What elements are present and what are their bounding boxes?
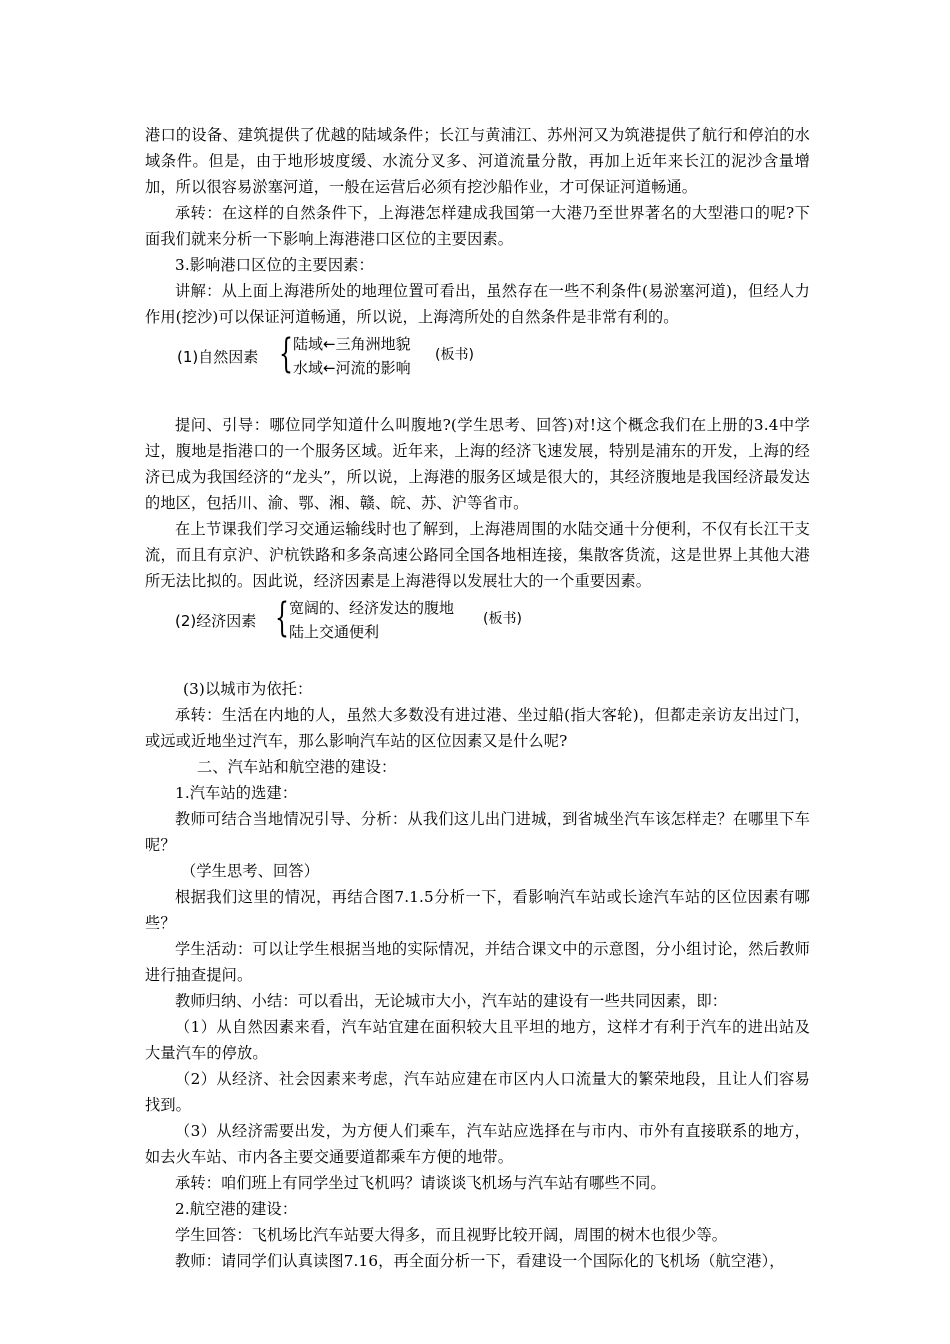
document-body (145, 122, 810, 1274)
blackboard-note-economic (145, 597, 810, 643)
brace-icon: { (279, 331, 293, 377)
section-heading: 1.汽车站的选建： (175, 784, 298, 802)
board-label: (2)经济因素 (175, 612, 257, 630)
blackboard-note-natural (145, 333, 810, 379)
paragraph: （1）从自然因素来看，汽车站宜建在面积较大且平坦的地方，这样才有利于汽车的进出站及大量汽车的停放。 (145, 1018, 810, 1062)
board-label: (1)自然因素 (177, 348, 259, 366)
paragraph: 讲解：从上面上海港所处的地理位置可看出，虽然存在一些不利条件(易淤塞河道)，但经人力作用(挖沙)可以保证河道畅通，所以说，上海湾所处的自然条件是非常有利的。 (145, 282, 810, 326)
paragraph: 教师归纳、小结：可以看出，无论城市大小，汽车站的建设有一些共同因素，即： (175, 992, 728, 1010)
paragraph: 提问、引导：哪位同学知道什么叫腹地?(学生思考、回答)对!这个概念我们在上册的3.4中学过，腹地是指港口的一个服务区域。近年来，上海的经济飞速发展，特别是浦东的开发，上海的经济已成为我国经济的“龙头”，所以说，上海港的服务区域是很大的，其经济腹地是我国经济最发达的地区，包括川、渝、鄂、湘、赣、皖、苏、沪等省市。 (145, 416, 810, 512)
paragraph: 教师可结合当地情况引导、分析：从我们这儿出门进城，到省城坐汽车该怎样走？在哪里下车呢？ (145, 810, 810, 854)
paragraph: 承转：生活在内地的人，虽然大多数没有进过港、坐过船(指大客轮)，但都走亲访友出过门，或远或近地坐过汽车，那么影响汽车站的区位因素又是什么呢? (145, 706, 810, 750)
brace-icon: { (275, 595, 289, 641)
section-heading: 2.航空港的建设： (175, 1200, 298, 1218)
board-row: 陆上交通便利 (289, 623, 380, 641)
section-heading: (3)以城市为依托： (183, 680, 313, 698)
paragraph: 学生回答：飞机场比汽车站要大得多，而且视野比较开阔，周围的树木也很少等。 (175, 1226, 728, 1244)
paragraph: 港口的设备、建筑提供了优越的陆域条件；长江与黄浦江、苏州河又为筑港提供了航行和停泊的水域条件。但是，由于地形坡度缓、水流分叉多、河道流量分散，再加上近年来长江的泥沙含量增加，所以很容易淤塞河道，一般在运营后必须有挖沙船作业，才可保证河道畅通。 (145, 126, 810, 196)
section-heading: 二、汽车站和航空港的建设： (197, 758, 397, 776)
paragraph: 教师：请同学们认真读图7.16，再全面分析一下，看建设一个国际化的飞机场（航空港）， (175, 1252, 785, 1270)
paragraph: 学生活动：可以让学生根据当地的实际情况，并结合课文中的示意图，分小组讨论，然后教师进行抽查提问。 (145, 940, 810, 984)
board-row: 陆域←三角洲地貌 (293, 335, 411, 353)
section-heading: 3.影响港口区位的主要因素： (175, 256, 374, 274)
board-note: (板书) (483, 611, 522, 627)
paragraph: 承转：咱们班上有同学坐过飞机吗？请谈谈飞机场与汽车站有哪些不同。 (175, 1174, 666, 1192)
board-note: (板书) (435, 347, 474, 363)
paragraph: 承转：在这样的自然条件下，上海港怎样建成我国第一大港乃至世界著名的大型港口的呢?下面我们就来分析一下影响上海港港口区位的主要因素。 (145, 204, 810, 248)
board-row: 水域←河流的影响 (293, 359, 411, 377)
paragraph: 在上节课我们学习交通运输线时也了解到，上海港周围的水陆交通十分便利，不仅有长江干支流，而且有京沪、沪杭铁路和多条高速公路同全国各地相连接，集散客货流，这是世界上其他大港所无法比拟的。因此说，经济因素是上海港得以发展壮大的一个重要因素。 (145, 520, 810, 590)
paragraph: （2）从经济、社会因素来考虑，汽车站应建在市区内人口流量大的繁荣地段，且让人们容易找到。 (145, 1070, 810, 1114)
paragraph: 根据我们这里的情况，再结合图7.1.5分析一下，看影响汽车站或长途汽车站的区位因素有哪些？ (145, 888, 810, 932)
paragraph: （3）从经济需要出发，为方便人们乘车，汽车站应选择在与市内、市外有直接联系的地方，如去火车站、市内各主要交通要道都乘车方便的地带。 (145, 1122, 810, 1166)
board-row: 宽阔的、经济发达的腹地 (289, 599, 455, 617)
paragraph: （学生思考、回答） (181, 862, 320, 880)
